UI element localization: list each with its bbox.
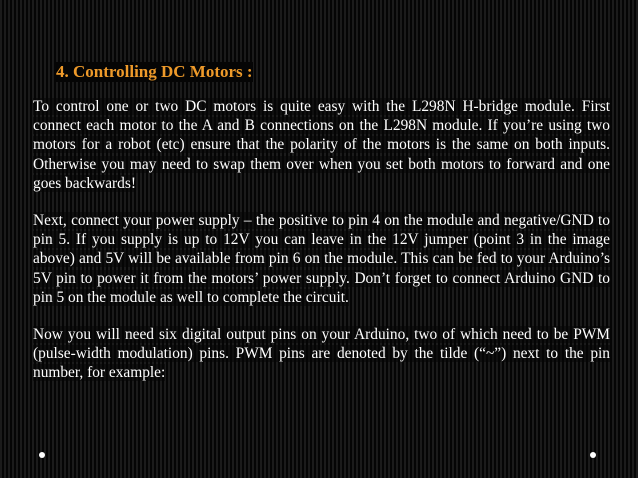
- paragraph-motor-connections: [33, 97, 610, 193]
- bullet-dot-icon: [590, 452, 596, 458]
- paragraph-pwm-pins: [33, 325, 610, 383]
- slide-body: [33, 97, 610, 401]
- paragraph-power-supply: [33, 211, 610, 307]
- paragraph-text: To control one or two DC motors is quite easy with the L298N H-bridge module. First connect each motor to the A and B connections on the L298N module. If you’re using two motors for a robot (etc) ensure that the polarity of the motors is the same on both inputs. Otherwise you may need to swap them over when you set both motors to forward and one goes backwards!: [33, 98, 610, 192]
- paragraph-text: Next, connect your power supply – the positive to pin 4 on the module and negative/GND to pin 5. If you supply is up to 12V you can leave in the 12V jumper (point 3 in the image above) and 5V will be available from pin 6 on the module. This can be fed to your Arduino’s 5V pin to power it from the motors’ power supply. Don’t forget to connect Arduino GND to pin 5 on the module as well to complete the circuit.: [33, 212, 610, 306]
- paragraph-text: Now you will need six digital output pins on your Arduino, two of which need to be PWM (pulse-width modulation) pins. PWM pins are denoted by the tilde (“~”) next to the pin number, for example:: [33, 326, 610, 382]
- slide-heading: 4. Controlling DC Motors :: [56, 62, 253, 81]
- bullet-dot-icon: [39, 452, 45, 458]
